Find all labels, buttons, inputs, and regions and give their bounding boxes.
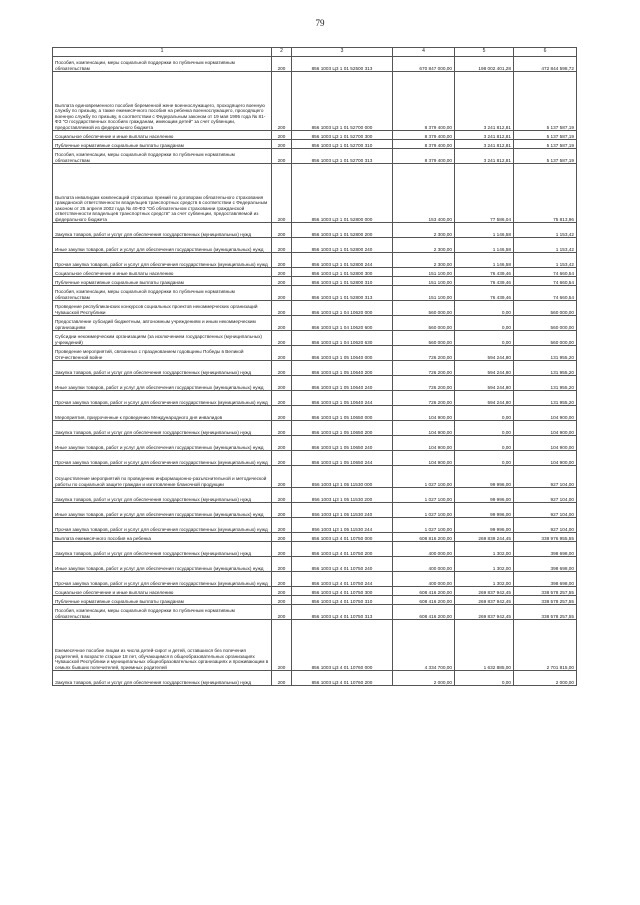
row-name-cell: Закупка товаров, работ и услуг для обеспечения государственных (муниципальных) нужд	[53, 671, 272, 686]
row-value-1-cell: 8 379 400,00	[393, 140, 455, 149]
row-name-cell: Публичные нормативные социальные выплаты гражданам	[53, 140, 272, 149]
row-value-2-cell: 0,00	[455, 451, 514, 466]
row-name-cell: Иные закупки товаров, работ и услуг для обеспечения государственных (муниципальных) нужд	[53, 238, 272, 253]
row-value-3-cell: 5 137 587,19	[514, 131, 577, 140]
row-value-2-cell: 0,00	[455, 436, 514, 451]
row-name-cell: Социальное обеспечение и иные выплаты населению	[53, 268, 272, 277]
table-body	[53, 57, 577, 686]
row-value-2-cell: 3 241 812,81	[455, 149, 514, 164]
row-value-3-cell: 1 153,42	[514, 238, 577, 253]
row-name-cell: Ежемесячное пособие лицам из числа детей-сирот и детей, оставшихся без попечения родителей, в возрасте старше 18 лет, обучающимся в общеобразовательных организациях Чувашской Республики и муниципальных общеобразовательных организациях и проживающим в семьях бывших попечителей, приемных родителей	[53, 620, 272, 671]
table-row	[53, 164, 577, 223]
table-row	[53, 140, 577, 149]
budget-table	[52, 47, 577, 686]
row-value-1-cell: 104 900,00	[393, 451, 455, 466]
row-value-1-cell: 608 416 200,00	[393, 596, 455, 605]
table-row	[53, 277, 577, 286]
row-value-3-cell: 560 000,00	[514, 301, 577, 316]
row-code-cell: 856 1003 Ц3 1 01 52800 000	[292, 164, 393, 223]
row-value-2-cell: 1 146,58	[455, 238, 514, 253]
row-value-3-cell: 927 104,00	[514, 488, 577, 503]
row-value-3-cell: 75 813,96	[514, 164, 577, 223]
row-name-cell: Иные закупки товаров, работ и услуг для обеспечения государственных (муниципальных) нужд	[53, 376, 272, 391]
table-row	[53, 301, 577, 316]
row-col2-cell: 200	[272, 503, 292, 518]
table-row	[53, 131, 577, 140]
row-value-3-cell: 74 660,54	[514, 268, 577, 277]
row-col2-cell: 200	[272, 620, 292, 671]
row-value-3-cell: 338 578 257,55	[514, 605, 577, 620]
table-header-row	[53, 48, 577, 57]
row-code-cell: 856 1003 Ц3 1 05 10640 200	[292, 361, 393, 376]
table-row	[53, 346, 577, 361]
row-value-3-cell: 927 104,00	[514, 466, 577, 488]
row-code-cell: 856 1003 Ц3 1 05 10650 200	[292, 421, 393, 436]
row-value-1-cell: 726 200,00	[393, 376, 455, 391]
row-value-2-cell: 0,00	[455, 671, 514, 686]
row-value-1-cell: 151 100,00	[393, 277, 455, 286]
row-value-2-cell: 594 244,80	[455, 376, 514, 391]
table-row	[53, 223, 577, 238]
row-col2-cell: 200	[272, 149, 292, 164]
row-value-1-cell: 153 400,00	[393, 164, 455, 223]
table-row	[53, 316, 577, 331]
row-value-2-cell: 99 996,00	[455, 466, 514, 488]
row-value-1-cell: 104 900,00	[393, 406, 455, 421]
row-name-cell: Прочая закупка товаров, работ и услуг для обеспечения государственных (муниципальных) нужд	[53, 451, 272, 466]
row-value-1-cell: 2 300,00	[393, 253, 455, 268]
row-col2-cell: 200	[272, 406, 292, 421]
row-value-3-cell: 1 153,42	[514, 223, 577, 238]
column-header: 4	[393, 48, 455, 57]
row-code-cell: 856 1003 Ц3 1 04 10620 600	[292, 316, 393, 331]
row-col2-cell: 200	[272, 301, 292, 316]
row-value-1-cell: 1 027 100,00	[393, 518, 455, 533]
row-value-2-cell: 269 839 244,45	[455, 533, 514, 542]
row-value-1-cell: 560 000,00	[393, 301, 455, 316]
row-name-cell: Иные закупки товаров, работ и услуг для обеспечения государственных (муниципальных) нужд	[53, 436, 272, 451]
row-name-cell: Закупка товаров, работ и услуг для обеспечения государственных (муниципальных) нужд	[53, 361, 272, 376]
row-value-2-cell: 3 241 812,81	[455, 140, 514, 149]
row-value-1-cell: 608 416 200,00	[393, 605, 455, 620]
row-value-1-cell: 560 000,00	[393, 331, 455, 346]
row-value-2-cell: 77 586,04	[455, 164, 514, 223]
row-name-cell: Закупка товаров, работ и услуг для обеспечения государственных (муниципальных) нужд	[53, 421, 272, 436]
row-code-cell: 856 1003 Ц3 4 01 10750 313	[292, 605, 393, 620]
row-value-2-cell: 1 146,58	[455, 223, 514, 238]
row-name-cell: Выплата ежемесячного пособия на ребенка	[53, 533, 272, 542]
row-value-3-cell: 560 000,00	[514, 316, 577, 331]
row-value-2-cell: 1 302,00	[455, 542, 514, 557]
row-value-1-cell: 8 379 400,00	[393, 72, 455, 131]
row-value-2-cell: 594 244,80	[455, 361, 514, 376]
row-value-1-cell: 726 200,00	[393, 391, 455, 406]
row-value-3-cell: 338 976 955,55	[514, 533, 577, 542]
row-col2-cell: 200	[272, 277, 292, 286]
row-col2-cell: 200	[272, 223, 292, 238]
row-name-cell: Мероприятия, приуроченные к проведению Международного дня инвалидов	[53, 406, 272, 421]
row-value-2-cell: 3 241 812,81	[455, 72, 514, 131]
row-value-3-cell: 398 698,00	[514, 572, 577, 587]
row-name-cell: Публичные нормативные социальные выплаты гражданам	[53, 277, 272, 286]
row-value-2-cell: 269 837 942,45	[455, 605, 514, 620]
row-value-1-cell: 1 027 100,00	[393, 488, 455, 503]
row-value-3-cell: 131 955,20	[514, 376, 577, 391]
row-code-cell: 856 1003 Ц3 1 05 11530 244	[292, 518, 393, 533]
table-row	[53, 488, 577, 503]
row-value-1-cell: 2 300,00	[393, 223, 455, 238]
row-col2-cell: 200	[272, 346, 292, 361]
table-row	[53, 671, 577, 686]
row-value-2-cell: 76 439,46	[455, 268, 514, 277]
row-code-cell: 856 1003 Ц3 1 05 11530 200	[292, 488, 393, 503]
row-code-cell: 856 1003 Ц3 1 01 52800 244	[292, 253, 393, 268]
row-col2-cell: 200	[272, 587, 292, 596]
row-value-2-cell: 1 302,00	[455, 557, 514, 572]
table-row	[53, 533, 577, 542]
row-value-3-cell: 104 900,00	[514, 406, 577, 421]
row-value-3-cell: 398 698,00	[514, 557, 577, 572]
row-name-cell: Субсидии некоммерческим организациям (за исключением государственных (муниципальных) учреждений)	[53, 331, 272, 346]
row-col2-cell: 200	[272, 391, 292, 406]
row-value-1-cell: 8 379 400,00	[393, 131, 455, 140]
row-name-cell: Выплата инвалидам компенсаций страховых премий по договорам обязательного страхования гражданской ответственности владельцев транспортных средств в соответствии с Федеральным законом от 25 апреля 2002 года № 40-ФЗ "Об обязательном страховании гражданской ответственности владельцев транспортных средств" за счет субвенции, предоставляемой из федерального бюджета	[53, 164, 272, 223]
row-value-1-cell: 400 000,00	[393, 572, 455, 587]
column-header: 3	[292, 48, 393, 57]
row-value-2-cell: 0,00	[455, 421, 514, 436]
column-header: 6	[514, 48, 577, 57]
row-col2-cell: 200	[272, 421, 292, 436]
row-code-cell: 856 1003 Ц3 4 01 10750 310	[292, 596, 393, 605]
row-code-cell: 856 1003 Ц3 4 01 10750 240	[292, 557, 393, 572]
row-value-1-cell: 8 379 400,00	[393, 149, 455, 164]
row-value-3-cell: 104 900,00	[514, 436, 577, 451]
row-code-cell: 856 1003 Ц3 1 04 10620 630	[292, 331, 393, 346]
table-row	[53, 238, 577, 253]
row-col2-cell: 200	[272, 131, 292, 140]
row-value-2-cell: 76 439,46	[455, 286, 514, 301]
row-code-cell: 856 1003 Ц3 1 01 52800 240	[292, 238, 393, 253]
table-row	[53, 605, 577, 620]
column-header: 2	[272, 48, 292, 57]
row-value-2-cell: 99 996,00	[455, 503, 514, 518]
row-value-2-cell: 99 996,00	[455, 488, 514, 503]
table-row	[53, 149, 577, 164]
row-code-cell: 856 1003 Ц3 1 01 52700 000	[292, 72, 393, 131]
row-value-3-cell: 2 000,00	[514, 671, 577, 686]
row-col2-cell: 200	[272, 518, 292, 533]
row-col2-cell: 200	[272, 286, 292, 301]
row-value-3-cell: 560 000,00	[514, 331, 577, 346]
row-value-3-cell: 74 660,54	[514, 277, 577, 286]
row-code-cell: 856 1003 Ц3 1 01 52700 313	[292, 149, 393, 164]
row-name-cell: Прочая закупка товаров, работ и услуг для обеспечения государственных (муниципальных) нужд	[53, 518, 272, 533]
row-value-2-cell: 76 439,46	[455, 277, 514, 286]
row-col2-cell: 200	[272, 466, 292, 488]
row-value-3-cell: 398 698,00	[514, 542, 577, 557]
row-value-1-cell: 151 100,00	[393, 268, 455, 277]
row-name-cell: Проведение мероприятий, связанных с празднованием годовщины Победы в Великой Отечественной войне	[53, 346, 272, 361]
row-value-1-cell: 726 200,00	[393, 346, 455, 361]
row-value-1-cell: 104 900,00	[393, 436, 455, 451]
row-value-3-cell: 5 137 587,19	[514, 140, 577, 149]
row-col2-cell: 200	[272, 572, 292, 587]
row-value-1-cell: 1 027 100,00	[393, 503, 455, 518]
row-code-cell: 856 1003 Ц3 1 05 10650 000	[292, 406, 393, 421]
row-value-3-cell: 131 955,20	[514, 391, 577, 406]
row-name-cell: Прочая закупка товаров, работ и услуг для обеспечения государственных (муниципальных) нужд	[53, 253, 272, 268]
row-value-3-cell: 338 578 257,55	[514, 596, 577, 605]
row-code-cell: 856 1003 Ц3 1 01 52700 300	[292, 131, 393, 140]
column-header: 5	[455, 48, 514, 57]
row-value-3-cell: 131 955,20	[514, 346, 577, 361]
row-name-cell: Пособия, компенсации, меры социальной поддержки по публичным нормативным обязательствам	[53, 57, 272, 72]
row-name-cell: Социальное обеспечение и иные выплаты населению	[53, 587, 272, 596]
row-col2-cell: 200	[272, 671, 292, 686]
row-name-cell: Пособия, компенсации, меры социальной поддержки по публичным нормативным обязательствам	[53, 605, 272, 620]
row-code-cell: 856 1003 Ц3 1 04 10620 000	[292, 301, 393, 316]
row-value-2-cell: 0,00	[455, 316, 514, 331]
table-row	[53, 331, 577, 346]
row-value-3-cell: 2 701 815,00	[514, 620, 577, 671]
row-col2-cell: 200	[272, 376, 292, 391]
row-name-cell: Прочая закупка товаров, работ и услуг для обеспечения государственных (муниципальных) нужд	[53, 572, 272, 587]
row-name-cell: Иные закупки товаров, работ и услуг для обеспечения государственных (муниципальных) нужд	[53, 503, 272, 518]
row-code-cell: 856 1003 Ц3 1 05 11530 240	[292, 503, 393, 518]
row-code-cell: 856 1003 Ц3 1 01 52700 310	[292, 140, 393, 149]
row-value-1-cell: 400 000,00	[393, 542, 455, 557]
row-name-cell: Закупка товаров, работ и услуг для обеспечения государственных (муниципальных) нужд	[53, 223, 272, 238]
row-col2-cell: 200	[272, 488, 292, 503]
row-name-cell: Выплата единовременного пособия беременной жене военнослужащего, проходящего военную службу по призыву, а также ежемесячного пособия на ребенка военнослужащего, проходящего военную службу по призыву, в соответствии с Федеральным законом от 19 мая 1995 года № 81-ФЗ "О государственных пособиях гражданам, имеющим детей" за счет субвенции, предоставляемой из федерального бюджета	[53, 72, 272, 131]
row-value-2-cell: 1 302,00	[455, 572, 514, 587]
row-name-cell: Иные закупки товаров, работ и услуг для обеспечения государственных (муниципальных) нужд	[53, 557, 272, 572]
row-col2-cell: 200	[272, 164, 292, 223]
row-col2-cell: 200	[272, 72, 292, 131]
row-col2-cell: 200	[272, 57, 292, 72]
row-code-cell: 856 1003 Ц3 1 05 10640 240	[292, 376, 393, 391]
row-name-cell: Прочая закупка товаров, работ и услуг для обеспечения государственных (муниципальных) нужд	[53, 391, 272, 406]
row-value-1-cell: 608 816 200,00	[393, 533, 455, 542]
row-code-cell: 856 1003 Ц3 1 01 52800 310	[292, 277, 393, 286]
row-col2-cell: 200	[272, 316, 292, 331]
table-row	[53, 451, 577, 466]
row-col2-cell: 200	[272, 268, 292, 277]
row-col2-cell: 200	[272, 238, 292, 253]
table-row	[53, 466, 577, 488]
row-code-cell: 856 1003 Ц3 1 01 52800 200	[292, 223, 393, 238]
row-name-cell: Пособия, компенсации, меры социальной поддержки по публичным нормативным обязательствам	[53, 149, 272, 164]
row-name-cell: Закупка товаров, работ и услуг для обеспечения государственных (муниципальных) нужд	[53, 542, 272, 557]
row-value-2-cell: 269 837 942,45	[455, 587, 514, 596]
row-code-cell: 856 1003 Ц3 1 05 11530 000	[292, 466, 393, 488]
table-row	[53, 518, 577, 533]
row-col2-cell: 200	[272, 557, 292, 572]
row-code-cell: 856 1003 Ц3 4 01 10750 300	[292, 587, 393, 596]
row-value-2-cell: 0,00	[455, 406, 514, 421]
row-col2-cell: 200	[272, 533, 292, 542]
row-code-cell: 856 1003 Ц3 4 01 10760 000	[292, 620, 393, 671]
row-code-cell: 856 1003 Ц3 1 01 52800 313	[292, 286, 393, 301]
table-row	[53, 361, 577, 376]
row-code-cell: 856 1003 Ц3 1 05 10650 244	[292, 451, 393, 466]
table-row	[53, 268, 577, 277]
row-value-2-cell: 594 244,80	[455, 391, 514, 406]
table-row	[53, 542, 577, 557]
row-value-3-cell: 131 955,20	[514, 361, 577, 376]
table-row	[53, 391, 577, 406]
row-code-cell: 856 1003 Ц3 4 01 10750 000	[292, 533, 393, 542]
row-value-2-cell: 269 837 942,45	[455, 596, 514, 605]
row-name-cell: Закупка товаров, работ и услуг для обеспечения государственных (муниципальных) нужд	[53, 488, 272, 503]
table-row	[53, 72, 577, 131]
row-value-3-cell: 74 660,54	[514, 286, 577, 301]
table-row	[53, 587, 577, 596]
column-header: 1	[53, 48, 272, 57]
row-code-cell: 856 1003 Ц3 1 05 10650 240	[292, 436, 393, 451]
row-value-2-cell: 99 996,00	[455, 518, 514, 533]
row-value-2-cell: 0,00	[455, 331, 514, 346]
row-value-1-cell: 104 900,00	[393, 421, 455, 436]
table-row	[53, 436, 577, 451]
row-col2-cell: 200	[272, 140, 292, 149]
table-row	[53, 376, 577, 391]
row-value-2-cell: 1 632 885,00	[455, 620, 514, 671]
row-col2-cell: 200	[272, 451, 292, 466]
row-value-3-cell: 5 137 587,19	[514, 72, 577, 131]
row-value-3-cell: 1 153,42	[514, 253, 577, 268]
row-value-3-cell: 927 104,00	[514, 518, 577, 533]
row-col2-cell: 200	[272, 253, 292, 268]
row-value-1-cell: 2 000,00	[393, 671, 455, 686]
row-value-2-cell: 3 241 812,81	[455, 131, 514, 140]
row-code-cell: 856 1003 Ц3 4 01 10750 244	[292, 572, 393, 587]
row-value-3-cell: 104 900,00	[514, 451, 577, 466]
row-col2-cell: 200	[272, 331, 292, 346]
row-value-2-cell: 198 002 401,28	[455, 57, 514, 72]
row-name-cell: Пособия, компенсации, меры социальной поддержки по публичным нормативным обязательствам	[53, 286, 272, 301]
row-value-3-cell: 338 578 257,55	[514, 587, 577, 596]
table-row	[53, 572, 577, 587]
row-value-3-cell: 5 137 587,19	[514, 149, 577, 164]
row-col2-cell: 200	[272, 542, 292, 557]
row-value-1-cell: 2 300,00	[393, 238, 455, 253]
row-code-cell: 856 1003 Ц3 1 01 52500 313	[292, 57, 393, 72]
row-value-2-cell: 0,00	[455, 301, 514, 316]
table-row	[53, 557, 577, 572]
row-code-cell: 856 1003 Ц3 1 05 10640 244	[292, 391, 393, 406]
row-value-1-cell: 560 000,00	[393, 316, 455, 331]
row-col2-cell: 200	[272, 596, 292, 605]
row-code-cell: 856 1003 Ц3 1 01 52800 300	[292, 268, 393, 277]
row-code-cell: 856 1003 Ц3 1 05 10640 000	[292, 346, 393, 361]
table-row	[53, 57, 577, 72]
table-row	[53, 503, 577, 518]
row-value-3-cell: 104 900,00	[514, 421, 577, 436]
row-value-3-cell: 472 844 598,72	[514, 57, 577, 72]
row-value-1-cell: 151 100,00	[393, 286, 455, 301]
row-value-3-cell: 927 104,00	[514, 503, 577, 518]
row-name-cell: Публичные нормативные социальные выплаты гражданам	[53, 596, 272, 605]
row-value-1-cell: 670 847 000,00	[393, 57, 455, 72]
table-row	[53, 596, 577, 605]
table-row	[53, 253, 577, 268]
table-row	[53, 406, 577, 421]
row-value-1-cell: 1 027 100,00	[393, 466, 455, 488]
row-col2-cell: 200	[272, 605, 292, 620]
row-code-cell: 856 1003 Ц3 4 01 10750 200	[292, 542, 393, 557]
row-name-cell: Предоставление субсидий бюджетным, автономным учреждениям и иным некоммерческим организациям	[53, 316, 272, 331]
row-value-1-cell: 726 200,00	[393, 361, 455, 376]
row-col2-cell: 200	[272, 436, 292, 451]
table-row	[53, 286, 577, 301]
row-col2-cell: 200	[272, 361, 292, 376]
page-number: 79	[315, 18, 325, 28]
row-value-2-cell: 1 146,58	[455, 253, 514, 268]
row-name-cell: Проведение республиканских конкурсов социальных проектов некоммерческих организаций Чувашской Республики	[53, 301, 272, 316]
row-value-1-cell: 4 334 700,00	[393, 620, 455, 671]
row-name-cell: Осуществление мероприятий по проведению информационно-разъяснительной и методической работы по социальной защите граждан и изготовление бланочной продукции	[53, 466, 272, 488]
row-value-2-cell: 594 244,80	[455, 346, 514, 361]
table-row	[53, 620, 577, 671]
row-value-1-cell: 400 000,00	[393, 557, 455, 572]
row-name-cell: Социальное обеспечение и иные выплаты населению	[53, 131, 272, 140]
table-row	[53, 421, 577, 436]
row-value-1-cell: 608 416 200,00	[393, 587, 455, 596]
row-code-cell: 856 1003 Ц3 4 01 10760 200	[292, 671, 393, 686]
